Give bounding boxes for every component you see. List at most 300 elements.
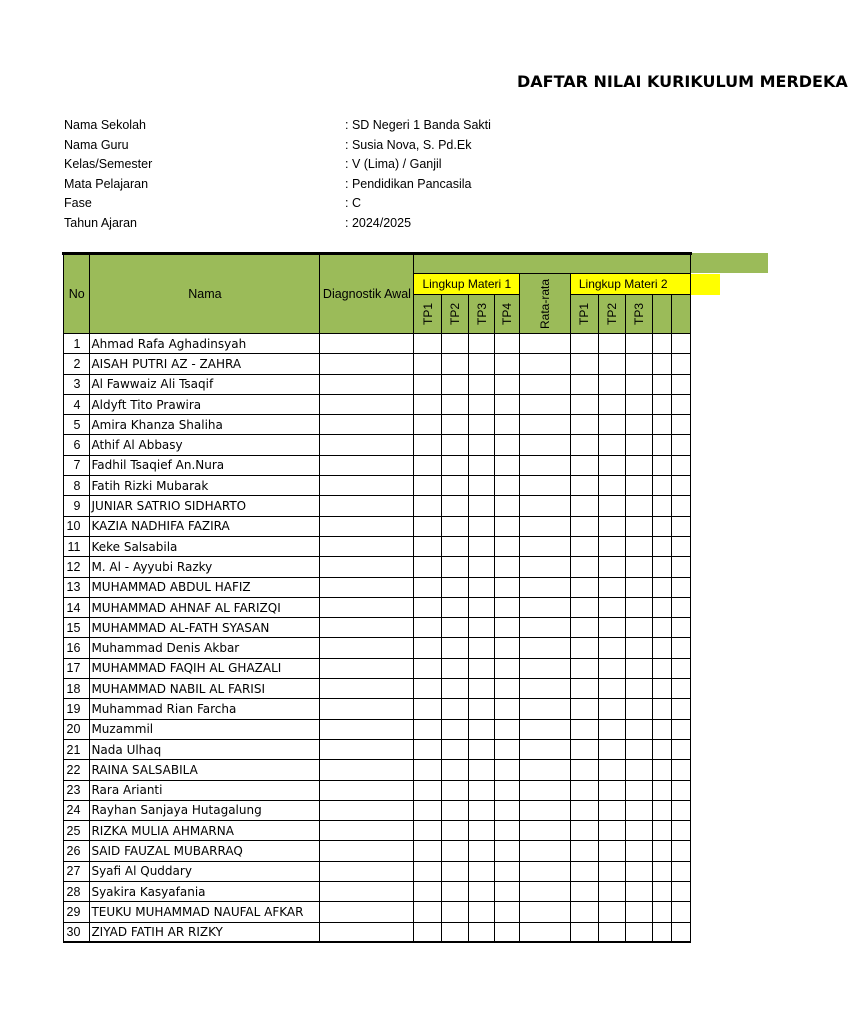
score-cell[interactable] [469,455,495,475]
score-cell[interactable] [414,496,441,516]
score-cell[interactable] [598,658,625,678]
score-cell[interactable] [570,699,598,719]
score-cell[interactable] [570,780,598,800]
score-cell[interactable] [653,557,672,577]
score-cell[interactable] [626,841,653,861]
score-cell[interactable] [570,516,598,536]
score-cell[interactable] [519,557,570,577]
score-cell[interactable] [469,800,495,820]
score-cell[interactable] [469,922,495,942]
score-cell[interactable] [653,699,672,719]
score-cell[interactable] [653,374,672,394]
score-cell[interactable] [626,374,653,394]
score-cell[interactable] [495,516,520,536]
score-cell[interactable] [414,638,441,658]
score-cell[interactable] [672,699,691,719]
diagnostik-cell[interactable] [320,516,414,536]
score-cell[interactable] [469,658,495,678]
score-cell[interactable] [469,394,495,414]
score-cell[interactable] [672,841,691,861]
score-cell[interactable] [653,658,672,678]
score-cell[interactable] [598,638,625,658]
diagnostik-cell[interactable] [320,334,414,354]
score-cell[interactable] [598,374,625,394]
score-cell[interactable] [495,699,520,719]
score-cell[interactable] [570,374,598,394]
score-cell[interactable] [626,597,653,617]
score-cell[interactable] [441,455,468,475]
score-cell[interactable] [441,739,468,759]
score-cell[interactable] [672,618,691,638]
score-cell[interactable] [672,780,691,800]
score-cell[interactable] [414,597,441,617]
score-cell[interactable] [626,516,653,536]
score-cell[interactable] [626,577,653,597]
score-cell[interactable] [414,557,441,577]
score-cell[interactable] [495,394,520,414]
score-cell[interactable] [570,394,598,414]
score-cell[interactable] [414,780,441,800]
score-cell[interactable] [626,658,653,678]
score-cell[interactable] [598,679,625,699]
score-cell[interactable] [519,516,570,536]
score-cell[interactable] [469,496,495,516]
score-cell[interactable] [519,780,570,800]
score-cell[interactable] [495,536,520,556]
score-cell[interactable] [469,699,495,719]
score-cell[interactable] [672,922,691,942]
diagnostik-cell[interactable] [320,415,414,435]
score-cell[interactable] [626,476,653,496]
score-cell[interactable] [570,638,598,658]
score-cell[interactable] [626,679,653,699]
score-cell[interactable] [672,536,691,556]
score-cell[interactable] [441,415,468,435]
score-cell[interactable] [626,394,653,414]
score-cell[interactable] [519,739,570,759]
score-cell[interactable] [469,719,495,739]
score-cell[interactable] [441,557,468,577]
score-cell[interactable] [414,415,441,435]
score-cell[interactable] [570,536,598,556]
score-cell[interactable] [570,739,598,759]
score-cell[interactable] [441,780,468,800]
score-cell[interactable] [441,536,468,556]
diagnostik-cell[interactable] [320,719,414,739]
score-cell[interactable] [519,719,570,739]
score-cell[interactable] [414,394,441,414]
score-cell[interactable] [626,719,653,739]
score-cell[interactable] [672,821,691,841]
score-cell[interactable] [469,760,495,780]
score-cell[interactable] [469,841,495,861]
score-cell[interactable] [469,902,495,922]
score-cell[interactable] [441,679,468,699]
diagnostik-cell[interactable] [320,922,414,942]
score-cell[interactable] [626,334,653,354]
diagnostik-cell[interactable] [320,496,414,516]
diagnostik-cell[interactable] [320,435,414,455]
diagnostik-cell[interactable] [320,800,414,820]
score-cell[interactable] [626,780,653,800]
score-cell[interactable] [626,354,653,374]
score-cell[interactable] [626,922,653,942]
score-cell[interactable] [469,476,495,496]
score-cell[interactable] [519,679,570,699]
score-cell[interactable] [469,821,495,841]
score-cell[interactable] [672,882,691,902]
score-cell[interactable] [414,719,441,739]
score-cell[interactable] [441,354,468,374]
score-cell[interactable] [414,476,441,496]
score-cell[interactable] [469,577,495,597]
score-cell[interactable] [570,354,598,374]
score-cell[interactable] [414,821,441,841]
score-cell[interactable] [653,922,672,942]
score-cell[interactable] [441,719,468,739]
score-cell[interactable] [626,455,653,475]
score-cell[interactable] [441,334,468,354]
score-cell[interactable] [414,354,441,374]
score-cell[interactable] [469,861,495,881]
score-cell[interactable] [495,760,520,780]
diagnostik-cell[interactable] [320,902,414,922]
score-cell[interactable] [626,638,653,658]
score-cell[interactable] [495,354,520,374]
score-cell[interactable] [495,861,520,881]
score-cell[interactable] [672,435,691,455]
diagnostik-cell[interactable] [320,476,414,496]
score-cell[interactable] [570,800,598,820]
score-cell[interactable] [519,597,570,617]
score-cell[interactable] [653,719,672,739]
score-cell[interactable] [598,496,625,516]
score-cell[interactable] [598,760,625,780]
score-cell[interactable] [414,435,441,455]
score-cell[interactable] [495,334,520,354]
score-cell[interactable] [653,618,672,638]
score-cell[interactable] [495,800,520,820]
score-cell[interactable] [626,699,653,719]
score-cell[interactable] [469,415,495,435]
diagnostik-cell[interactable] [320,597,414,617]
score-cell[interactable] [441,760,468,780]
score-cell[interactable] [598,476,625,496]
score-cell[interactable] [672,394,691,414]
score-cell[interactable] [653,597,672,617]
score-cell[interactable] [469,882,495,902]
score-cell[interactable] [598,861,625,881]
score-cell[interactable] [626,739,653,759]
score-cell[interactable] [626,435,653,455]
score-cell[interactable] [519,354,570,374]
score-cell[interactable] [570,455,598,475]
score-cell[interactable] [519,476,570,496]
score-cell[interactable] [598,354,625,374]
score-cell[interactable] [570,658,598,678]
score-cell[interactable] [519,902,570,922]
score-cell[interactable] [495,638,520,658]
score-cell[interactable] [672,577,691,597]
score-cell[interactable] [653,516,672,536]
score-cell[interactable] [626,821,653,841]
diagnostik-cell[interactable] [320,374,414,394]
score-cell[interactable] [570,679,598,699]
score-cell[interactable] [672,455,691,475]
score-cell[interactable] [653,841,672,861]
score-cell[interactable] [441,476,468,496]
diagnostik-cell[interactable] [320,841,414,861]
score-cell[interactable] [672,374,691,394]
score-cell[interactable] [653,638,672,658]
score-cell[interactable] [519,455,570,475]
score-cell[interactable] [495,902,520,922]
score-cell[interactable] [598,415,625,435]
score-cell[interactable] [441,516,468,536]
score-cell[interactable] [598,699,625,719]
score-cell[interactable] [519,394,570,414]
score-cell[interactable] [672,496,691,516]
score-cell[interactable] [672,557,691,577]
score-cell[interactable] [653,476,672,496]
score-cell[interactable] [672,516,691,536]
score-cell[interactable] [495,841,520,861]
score-cell[interactable] [414,739,441,759]
score-cell[interactable] [653,679,672,699]
score-cell[interactable] [519,861,570,881]
score-cell[interactable] [414,577,441,597]
score-cell[interactable] [672,354,691,374]
score-cell[interactable] [672,476,691,496]
score-cell[interactable] [441,658,468,678]
score-cell[interactable] [653,354,672,374]
score-cell[interactable] [495,922,520,942]
score-cell[interactable] [495,882,520,902]
score-cell[interactable] [653,821,672,841]
score-cell[interactable] [469,618,495,638]
score-cell[interactable] [653,334,672,354]
score-cell[interactable] [495,476,520,496]
score-cell[interactable] [653,415,672,435]
score-cell[interactable] [653,394,672,414]
score-cell[interactable] [441,841,468,861]
score-cell[interactable] [626,882,653,902]
score-cell[interactable] [672,415,691,435]
diagnostik-cell[interactable] [320,739,414,759]
score-cell[interactable] [495,374,520,394]
score-cell[interactable] [570,334,598,354]
score-cell[interactable] [414,800,441,820]
score-cell[interactable] [414,922,441,942]
score-cell[interactable] [519,577,570,597]
diagnostik-cell[interactable] [320,557,414,577]
score-cell[interactable] [469,780,495,800]
score-cell[interactable] [414,699,441,719]
score-cell[interactable] [469,516,495,536]
score-cell[interactable] [495,658,520,678]
score-cell[interactable] [570,821,598,841]
score-cell[interactable] [495,577,520,597]
score-cell[interactable] [626,902,653,922]
score-cell[interactable] [414,516,441,536]
score-cell[interactable] [414,334,441,354]
score-cell[interactable] [626,760,653,780]
score-cell[interactable] [570,577,598,597]
score-cell[interactable] [653,455,672,475]
score-cell[interactable] [626,415,653,435]
score-cell[interactable] [570,557,598,577]
score-cell[interactable] [519,821,570,841]
score-cell[interactable] [441,374,468,394]
score-cell[interactable] [414,618,441,638]
score-cell[interactable] [570,435,598,455]
score-cell[interactable] [495,557,520,577]
score-cell[interactable] [672,658,691,678]
score-cell[interactable] [653,739,672,759]
score-cell[interactable] [519,800,570,820]
score-cell[interactable] [495,618,520,638]
score-cell[interactable] [519,638,570,658]
score-cell[interactable] [653,760,672,780]
score-cell[interactable] [519,536,570,556]
score-cell[interactable] [672,760,691,780]
score-cell[interactable] [441,496,468,516]
score-cell[interactable] [626,861,653,881]
score-cell[interactable] [598,516,625,536]
score-cell[interactable] [469,739,495,759]
score-cell[interactable] [570,760,598,780]
score-cell[interactable] [469,679,495,699]
score-cell[interactable] [626,557,653,577]
score-cell[interactable] [570,415,598,435]
score-cell[interactable] [653,577,672,597]
score-cell[interactable] [598,557,625,577]
score-cell[interactable] [441,435,468,455]
score-cell[interactable] [672,739,691,759]
score-cell[interactable] [598,882,625,902]
diagnostik-cell[interactable] [320,638,414,658]
score-cell[interactable] [672,638,691,658]
score-cell[interactable] [598,536,625,556]
diagnostik-cell[interactable] [320,760,414,780]
score-cell[interactable] [598,394,625,414]
score-cell[interactable] [441,800,468,820]
score-cell[interactable] [653,882,672,902]
diagnostik-cell[interactable] [320,679,414,699]
score-cell[interactable] [469,536,495,556]
score-cell[interactable] [495,679,520,699]
score-cell[interactable] [672,902,691,922]
score-cell[interactable] [570,476,598,496]
score-cell[interactable] [495,780,520,800]
score-cell[interactable] [519,415,570,435]
score-cell[interactable] [414,861,441,881]
score-cell[interactable] [441,394,468,414]
score-cell[interactable] [495,739,520,759]
score-cell[interactable] [414,841,441,861]
score-cell[interactable] [414,455,441,475]
score-cell[interactable] [672,334,691,354]
score-cell[interactable] [495,435,520,455]
diagnostik-cell[interactable] [320,354,414,374]
score-cell[interactable] [414,760,441,780]
score-cell[interactable] [495,455,520,475]
score-cell[interactable] [598,719,625,739]
score-cell[interactable] [441,902,468,922]
score-cell[interactable] [672,719,691,739]
score-cell[interactable] [441,861,468,881]
score-cell[interactable] [469,557,495,577]
score-cell[interactable] [495,719,520,739]
score-cell[interactable] [519,882,570,902]
score-cell[interactable] [414,658,441,678]
score-cell[interactable] [414,374,441,394]
diagnostik-cell[interactable] [320,658,414,678]
diagnostik-cell[interactable] [320,394,414,414]
diagnostik-cell[interactable] [320,699,414,719]
diagnostik-cell[interactable] [320,536,414,556]
score-cell[interactable] [598,334,625,354]
score-cell[interactable] [626,800,653,820]
score-cell[interactable] [441,922,468,942]
score-cell[interactable] [672,679,691,699]
score-cell[interactable] [519,658,570,678]
score-cell[interactable] [570,902,598,922]
score-cell[interactable] [519,334,570,354]
score-cell[interactable] [495,597,520,617]
score-cell[interactable] [598,922,625,942]
score-cell[interactable] [598,577,625,597]
score-cell[interactable] [519,496,570,516]
score-cell[interactable] [570,882,598,902]
diagnostik-cell[interactable] [320,861,414,881]
score-cell[interactable] [441,618,468,638]
score-cell[interactable] [469,354,495,374]
score-cell[interactable] [414,679,441,699]
diagnostik-cell[interactable] [320,618,414,638]
score-cell[interactable] [570,496,598,516]
score-cell[interactable] [519,435,570,455]
score-cell[interactable] [570,618,598,638]
score-cell[interactable] [653,780,672,800]
score-cell[interactable] [598,618,625,638]
score-cell[interactable] [519,760,570,780]
score-cell[interactable] [653,800,672,820]
score-cell[interactable] [495,415,520,435]
score-cell[interactable] [653,435,672,455]
score-cell[interactable] [653,902,672,922]
score-cell[interactable] [441,821,468,841]
score-cell[interactable] [598,435,625,455]
score-cell[interactable] [519,841,570,861]
diagnostik-cell[interactable] [320,455,414,475]
score-cell[interactable] [441,597,468,617]
score-cell[interactable] [469,597,495,617]
score-cell[interactable] [598,597,625,617]
score-cell[interactable] [598,841,625,861]
score-cell[interactable] [598,800,625,820]
score-cell[interactable] [570,841,598,861]
score-cell[interactable] [598,821,625,841]
score-cell[interactable] [598,455,625,475]
score-cell[interactable] [495,496,520,516]
score-cell[interactable] [441,882,468,902]
score-cell[interactable] [570,597,598,617]
score-cell[interactable] [495,821,520,841]
diagnostik-cell[interactable] [320,821,414,841]
score-cell[interactable] [626,536,653,556]
score-cell[interactable] [441,699,468,719]
